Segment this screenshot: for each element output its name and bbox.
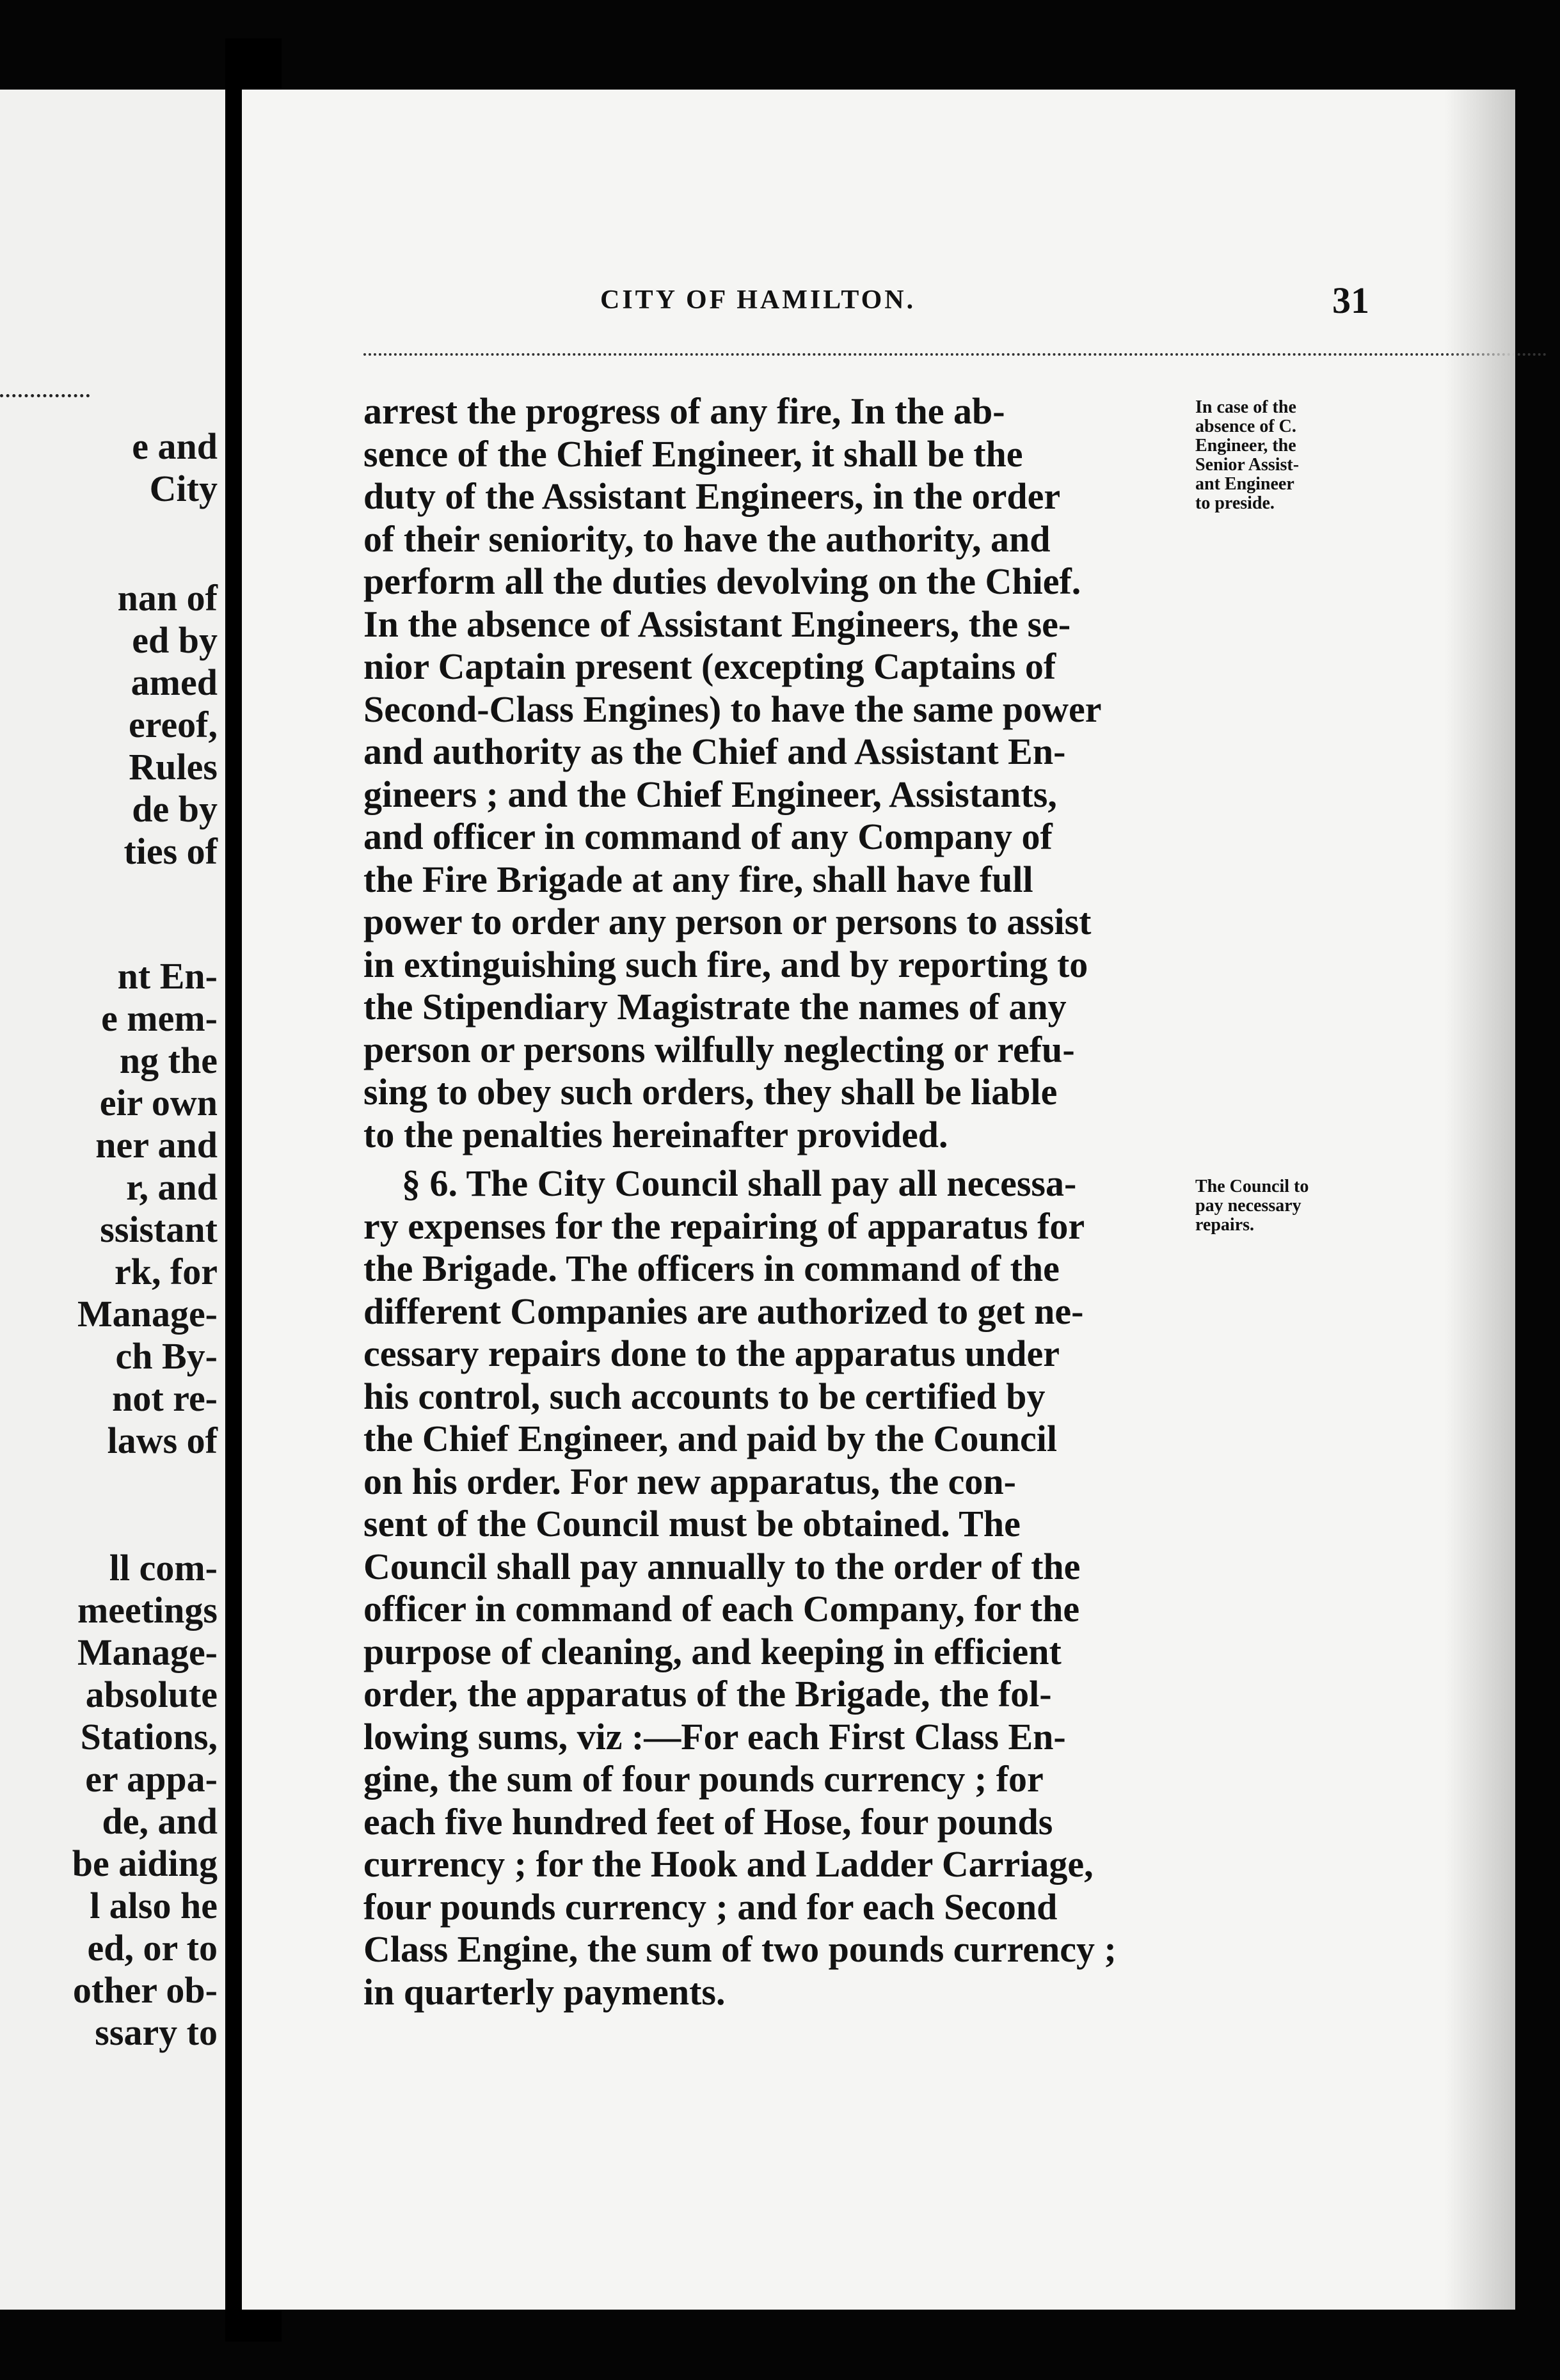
left-page [0,90,225,2310]
text-line: different Companies are authorized to get ne- [363,1290,1084,1332]
margin-note-line: ant Engineer [1195,474,1294,494]
margin-note-chief-absence [1195,398,1299,513]
text-line: order, the apparatus of the Brigade, the fol- [363,1673,1052,1715]
text-line: In the absence of Assistant Engineers, the se- [363,603,1071,645]
left-page-fragment: er appa- [85,1758,218,1800]
text-line: officer in command of each Company, for the [363,1588,1080,1630]
left-page-fragment: ties of [123,830,218,872]
left-page-fragment: Manage- [77,1631,218,1673]
left-page-fragment: r, and [126,1166,218,1208]
margin-note-line: absence of C. [1195,416,1296,436]
left-page-fragment: ll com- [109,1547,218,1589]
text-line: in extinguishing such fire, and by reporting to [363,943,1088,985]
left-page-fragment: ner and [95,1124,218,1166]
left-page-fragment: amed [131,662,218,703]
left-page-fragment: e and [132,425,218,467]
left-page-fragment: ssistant [100,1209,218,1250]
margin-note-line: to preside. [1195,493,1275,513]
left-page-fragment: ereof, [129,704,218,745]
left-page-fragment: ng the [119,1040,218,1081]
left-page-rule [0,394,90,397]
left-page-fragment: rk, for [114,1251,218,1292]
margin-note-line: repairs. [1195,1215,1255,1235]
left-page-fragment: eir own [99,1082,218,1123]
left-page-fragment: nan of [117,577,218,619]
text-line: currency ; for the Hook and Ladder Carriage, [363,1843,1094,1885]
text-line: power to order any person or persons to assist [363,901,1092,942]
text-line: sent of the Council must be obtained. The [363,1503,1021,1544]
text-line: of their seniority, to have the authority, and [363,518,1051,560]
left-page-fragment: absolute [85,1674,218,1715]
text-line: duty of the Assistant Engineers, in the order [363,475,1061,517]
right-page [242,90,1515,2310]
paragraph-gap [363,1156,1195,1162]
body-text [363,390,1195,2013]
left-page-fragment: be aiding [72,1843,218,1884]
text-line: Council shall pay annually to the order of the [363,1545,1081,1587]
left-page-fragment: ed by [132,619,218,661]
left-page-fragment: de by [132,788,218,830]
text-line: lowing sums, viz :—For each First Class En- [363,1715,1066,1757]
margin-note-line: Senior Assist- [1195,455,1300,475]
running-head: CITY OF HAMILTON. [600,285,916,315]
text-line: perform all the duties devolving on the Chief. [363,560,1081,602]
left-page-fragment: Stations, [80,1716,218,1757]
left-page-fragment: nt En- [117,955,218,997]
text-line: the Stipendiary Magistrate the names of any [363,986,1067,1027]
left-page-fragment: other ob- [72,1969,218,2011]
left-page-fragment: de, and [102,1800,218,1842]
text-line: on his order. For new apparatus, the con- [363,1460,1016,1502]
left-page-fragment: Manage- [77,1293,218,1335]
left-page-fragment: laws of [107,1420,218,1461]
margin-note-council-repairs [1195,1177,1309,1235]
left-page-fragment: ch By- [115,1335,218,1377]
text-line: nior Captain present (excepting Captains of [363,646,1056,687]
text-line: gineers ; and the Chief Engineer, Assistants, [363,773,1057,815]
text-line: sence of the Chief Engineer, it shall be the [363,432,1023,475]
text-line: cessary repairs done to the apparatus under [363,1333,1060,1374]
left-page-fragment: l also he [90,1885,218,1926]
left-page-fragment: City [149,468,218,509]
text-line: Second-Class Engines) to have the same power [363,688,1102,730]
text-line: arrest the progress of any fire, In the ab- [363,390,1005,432]
text-line: purpose of cleaning, and keeping in efficient [363,1630,1062,1672]
section-heading-line: § 6. The City Council shall pay all necessa- [402,1162,1077,1204]
text-line: to the penalties hereinafter provided. [363,1113,948,1155]
text-line: and officer in command of any Company of [363,816,1053,857]
header-rule [363,353,1547,356]
left-page-fragment: ssary to [95,2011,218,2053]
text-line: the Chief Engineer, and paid by the Council [363,1418,1057,1459]
left-page-fragment: not re- [112,1377,218,1419]
text-line: the Fire Brigade at any fire, shall have full [363,858,1033,900]
text-line: person or persons wilfully neglecting or refu- [363,1028,1075,1070]
text-line: his control, such accounts to be certified by [363,1375,1046,1417]
text-line: and authority as the Chief and Assistant En- [363,731,1066,772]
text-line: ry expenses for the repairing of apparatus for [363,1205,1085,1247]
left-page-fragment: e mem- [101,997,218,1039]
left-page-fragment: meetings [77,1589,218,1631]
page-number: 31 [1332,280,1369,321]
margin-note-line: The Council to [1195,1177,1309,1196]
text-line: gine, the sum of four pounds currency ; for [363,1758,1044,1800]
text-line: the Brigade. The officers in command of the [363,1248,1060,1289]
left-page-fragment: ed, or to [87,1927,218,1969]
text-line: in quarterly payments. [363,1971,726,2013]
text-line: Class Engine, the sum of two pounds currency ; [363,1928,1117,1970]
margin-note-line: Engineer, the [1195,436,1296,456]
text-line: four pounds currency ; and for each Second [363,1885,1058,1928]
text-line: sing to obey such orders, they shall be liable [363,1071,1058,1113]
margin-note-line: In case of the [1195,397,1296,417]
text-line: each five hundred feet of Hose, four pounds [363,1800,1053,1843]
left-page-fragment: Rules [129,746,218,788]
margin-note-line: pay necessary [1195,1196,1301,1216]
